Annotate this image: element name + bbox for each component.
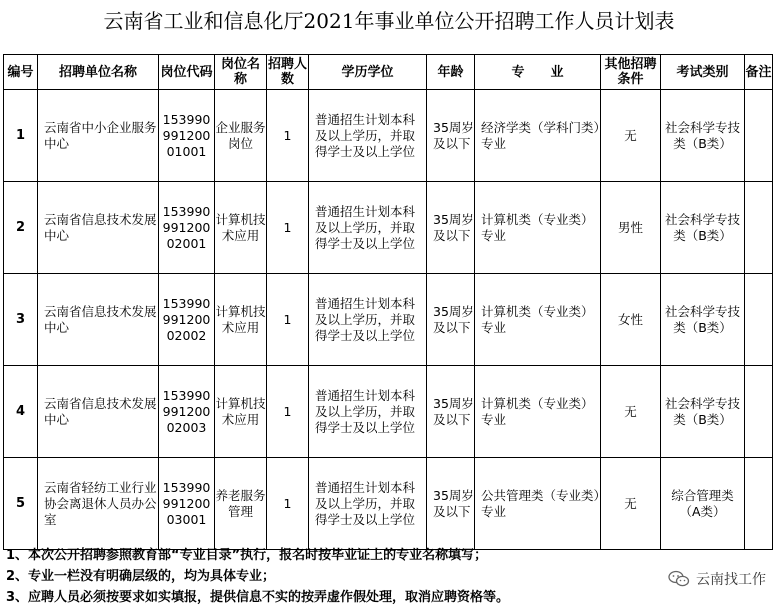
cell-count: 1 (267, 366, 309, 458)
watermark-text: 云南找工作 (696, 572, 766, 588)
watermark (668, 569, 766, 589)
wechat-icon (668, 570, 690, 588)
cell-other: 无 (601, 366, 661, 458)
cell-count: 1 (267, 274, 309, 366)
cell-no: 5 (4, 458, 38, 550)
cell-age: 35周岁及以下 (427, 458, 475, 550)
cell-unit: 云南省信息技术发展中心 (38, 182, 159, 274)
cell-other: 男性 (601, 182, 661, 274)
cell-code: 153990991200 03001 (159, 458, 215, 550)
cell-exam: 社会科学专技类（B类） (661, 182, 745, 274)
cell-major: 经济学类（学科门类）专业 (475, 90, 601, 182)
cell-age: 35周岁及以下 (427, 90, 475, 182)
cell-exam: 社会科学专技类（B类） (661, 366, 745, 458)
header-other: 其他招聘条件 (601, 55, 661, 90)
cell-major: 计算机类（专业类）专业 (475, 274, 601, 366)
cell-edu: 普通招生计划本科及以上学历，并取得学士及以上学位 (309, 90, 427, 182)
cell-post: 企业服务岗位 (215, 90, 267, 182)
cell-remark (745, 90, 773, 182)
recruitment-table (3, 54, 773, 550)
note-1: 1、本次公开招聘参照教育部“专业目录”执行，报名时按毕业证上的专业名称填写； (6, 548, 488, 563)
cell-unit: 云南省轻纺工业行业协会离退休人员办公室 (38, 458, 159, 550)
cell-edu: 普通招生计划本科及以上学历，并取得学士及以上学位 (309, 458, 427, 550)
cell-no: 1 (4, 90, 38, 182)
cell-no: 3 (4, 274, 38, 366)
cell-count: 1 (267, 458, 309, 550)
header-post: 岗位名称 (215, 55, 267, 90)
cell-remark (745, 366, 773, 458)
cell-unit: 云南省信息技术发展中心 (38, 366, 159, 458)
cell-remark (745, 458, 773, 550)
cell-major: 计算机类（专业类）专业 (475, 182, 601, 274)
cell-remark (745, 274, 773, 366)
cell-exam: 社会科学专技类（B类） (661, 274, 745, 366)
cell-major: 计算机类（专业类）专业 (475, 366, 601, 458)
header-no: 编号 (4, 55, 38, 90)
table-row (4, 90, 773, 182)
header-count: 招聘人数 (267, 55, 309, 90)
cell-unit: 云南省信息技术发展中心 (38, 274, 159, 366)
cell-code: 153990991200 02002 (159, 274, 215, 366)
table-header-row (4, 55, 773, 90)
cell-edu: 普通招生计划本科及以上学历，并取得学士及以上学位 (309, 366, 427, 458)
cell-other: 无 (601, 90, 661, 182)
cell-edu: 普通招生计划本科及以上学历，并取得学士及以上学位 (309, 274, 427, 366)
table-row (4, 182, 773, 274)
cell-major: 公共管理类（专业类）专业 (475, 458, 601, 550)
cell-age: 35周岁及以下 (427, 366, 475, 458)
cell-remark (745, 182, 773, 274)
cell-exam: 综合管理类（A类） (661, 458, 745, 550)
cell-post: 计算机技术应用 (215, 366, 267, 458)
cell-post: 计算机技术应用 (215, 274, 267, 366)
header-major: 专 业 (475, 55, 601, 90)
cell-age: 35周岁及以下 (427, 274, 475, 366)
cell-exam: 社会科学专技类（B类） (661, 90, 745, 182)
notes (6, 545, 766, 608)
header-exam: 考试类别 (661, 55, 745, 90)
cell-edu: 普通招生计划本科及以上学历，并取得学士及以上学位 (309, 182, 427, 274)
header-edu: 学历学位 (309, 55, 427, 90)
header-code: 岗位代码 (159, 55, 215, 90)
cell-no: 2 (4, 182, 38, 274)
cell-code: 153990991200 02003 (159, 366, 215, 458)
cell-count: 1 (267, 90, 309, 182)
header-remark: 备注 (745, 55, 773, 90)
header-age: 年龄 (427, 55, 475, 90)
cell-code: 153990991200 02001 (159, 182, 215, 274)
table-row (4, 274, 773, 366)
cell-no: 4 (4, 366, 38, 458)
table-row (4, 458, 773, 550)
cell-other: 女性 (601, 274, 661, 366)
cell-code: 153990991200 01001 (159, 90, 215, 182)
page-title: 云南省工业和信息化厅2021年事业单位公开招聘工作人员计划表 (103, 9, 675, 33)
cell-other: 无 (601, 458, 661, 550)
cell-count: 1 (267, 182, 309, 274)
cell-unit: 云南省中小企业服务中心 (38, 90, 159, 182)
cell-age: 35周岁及以下 (427, 182, 475, 274)
table-row (4, 366, 773, 458)
note-3: 3、应聘人员必须按要求如实填报，提供信息不实的按弄虚作假处理，取消应聘资格等。 (6, 590, 510, 605)
header-unit: 招聘单位名称 (38, 55, 159, 90)
cell-post: 养老服务管理 (215, 458, 267, 550)
cell-post: 计算机技术应用 (215, 182, 267, 274)
note-2: 2、专业一栏没有明确层级的，均为具体专业； (6, 569, 276, 584)
